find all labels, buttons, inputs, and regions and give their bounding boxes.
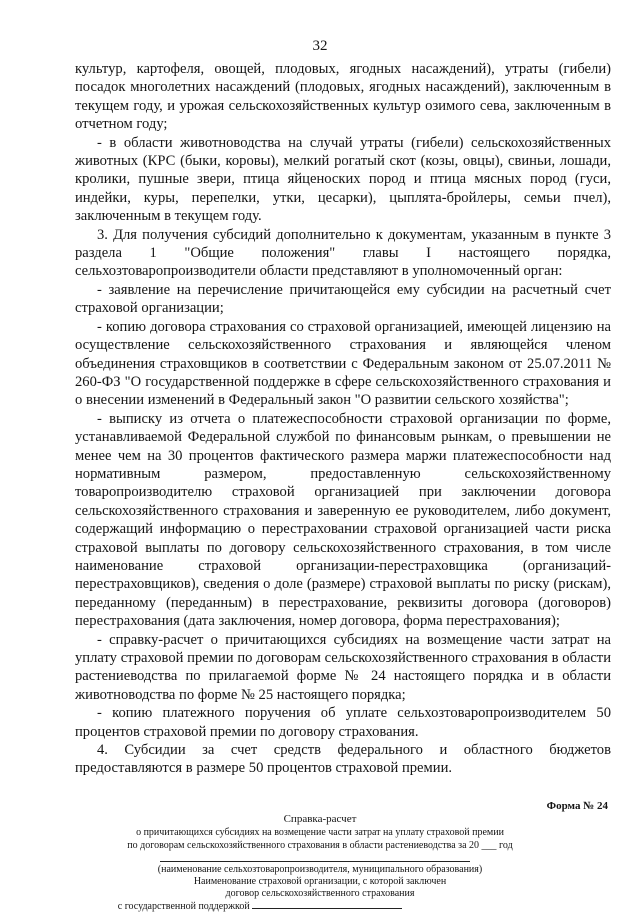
producer-caption: (наименование сельхозтоваропроизводителя, муниципального образования) [157,864,483,875]
insurer-blank-line [252,899,402,909]
paragraph: - копию платежного поручения об уплате сельхозтоваропроизводителем 50 процентов страховой премии по договору страхования. [75,705,611,740]
producer-name-line [160,861,470,862]
paragraph: - копию договора страхования со страховой организацией, имеющей лицензию на осуществление сельскохозяйственного страхования и являющейся членом объединения страховщиков в соответствии с Федеральным законом от 25.07.2011 № 260-ФЗ "О государственной поддержке в сфере сельскохозяйственного страхования и о внесении изменений в Федеральный закон "О развитии сельского хозяйства"; [75,318,611,409]
paragraph: 4. Субсидии за счет средств федерального и областного бюджетов предоставляются в размере 50 процентов страховой премии. [75,742,611,777]
insurer-caption-1: Наименование страховой организации, с которой заключен [193,876,447,887]
page-number: 32 [312,38,328,54]
paragraph: - заявление на перечисление причитающейся ему субсидии на расчетный счет страховой организации; [75,281,611,317]
form-subtitle-2: по договорам сельскохозяйственного страхования в области растениеводства за 20 ___ год [127,840,513,851]
form-title: Справка-расчет [283,813,357,825]
form-subtitle-1: о причитающихся субсидиях на возмещение части затрат на уплату страховой премии [136,827,504,838]
paragraph: - в области животноводства на случай утраты (гибели) сельскохозяйственных животных (КРС (быки, коровы), мелкий рогатый скот (козы, овцы), свиньи, лошади, кролики, пушные звери, птица яйценоских пород и птица мясных пород (гуси, индейки, куры, перепелки, утки, цесарки), цыплята-бройлеры, семьи пчел), заключенным в текущем году. [75,134,611,225]
insurer-caption-2: договор сельскохозяйственного страхования [225,888,415,899]
insurer-caption-3 [0,899,580,913]
paragraph: - справку-расчет о причитающихся субсидиях на возмещение части затрат на уплату страховой премии по договорам сельскохозяйственного страхования в области растениеводства по прилагаемой форме № 24 настоящего порядка и в области животноводства по форме № 25 настоящего порядка; [75,631,611,703]
insurer-caption-3-text: с государственной поддержкой [117,901,250,912]
paragraph: 3. Для получения субсидий дополнительно к документам, указанным в пункте 3 раздела 1 "Общие положения" главы I настоящего порядка, сельхозтоваропроизводители области представляют в уполномоченный орган: [75,226,611,280]
form-number: Форма № 24 [546,800,608,812]
paragraph: - выписку из отчета о платежеспособности страховой организации по форме, устанавливаемой Федеральной службой по финансовым рынкам, о превышении не менее чем на 30 процентов фактического размера маржи платежеспособности над нормативным размером, предоставленную сельскохозяйственному товаропроизводителю страховой организацией при заключении договора сельскохозяйственного страхования и заверенную ее руководителем, либо документ, содержащий информацию о перестраховании страховой организацией части риска страховой выплаты по договору сельскохозяйственного страхования, в том числе наименование страховой организации-перестраховщика (организаций-перестраховщиков), сведения о доле (размере) страховой выплаты по риску (рискам), переданному (переданным) в перестрахование, реквизиты договора (договоров) перестрахования (дата заключения, номер договора, форма перестрахования); [75,410,611,630]
document-body [75,60,611,778]
paragraph: культур, картофеля, овощей, плодовых, ягодных насаждений), утраты (гибели) посадок многолетних насаждений (плодовых, ягодных насаждений), заключенным в текущем году, и урожая сельскохозяйственных культур озимого сева, заключенным в отчетном году; [75,61,611,133]
